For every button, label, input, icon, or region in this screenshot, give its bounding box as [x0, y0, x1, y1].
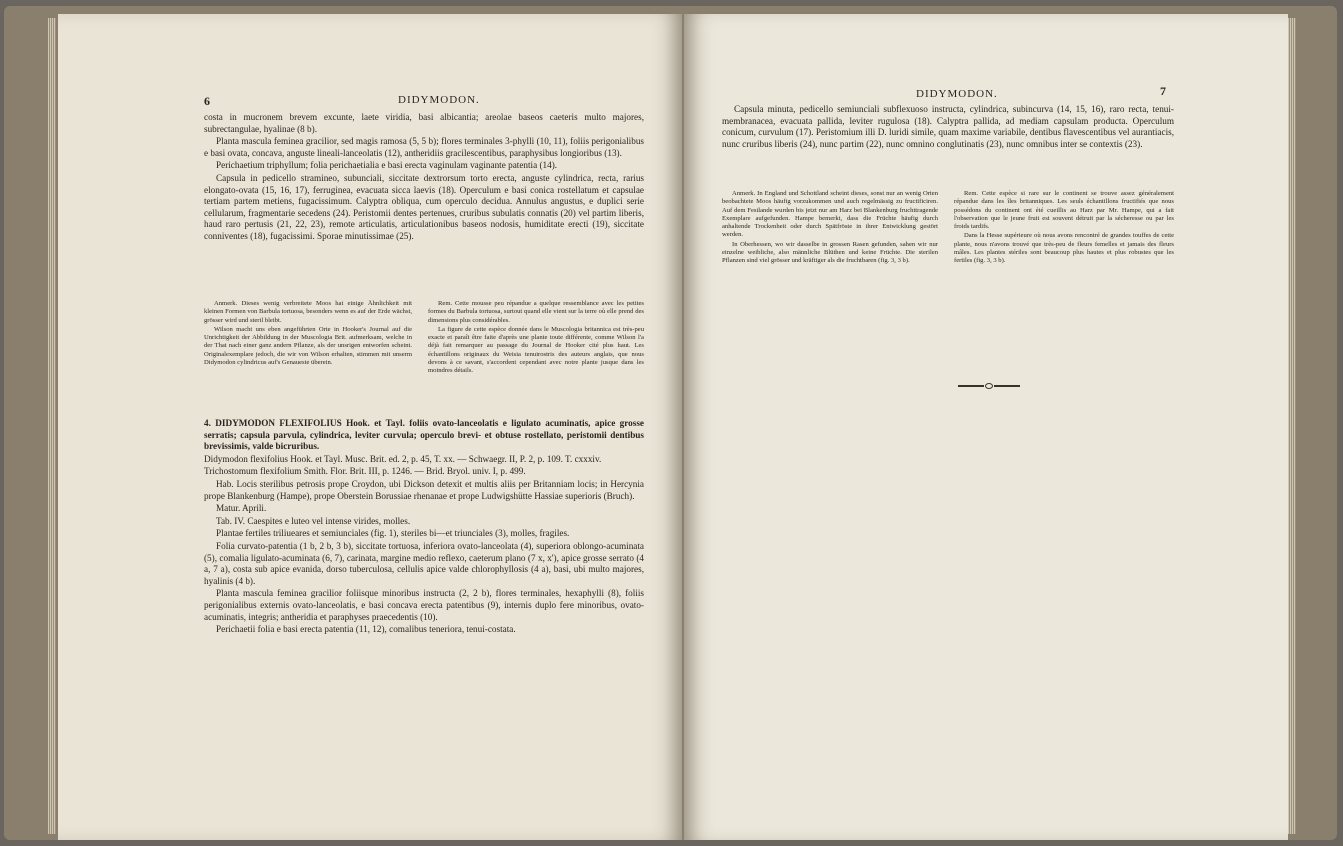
running-head: DIDYMODON.	[398, 94, 480, 106]
note-paragraph: Dans la Hesse supérieure où nous avons rencontré de grandes touffes de cette plante, nous n'avons trouvé que très-peu de fleurs femelles et jamais des fleurs mâles. Les plantes stériles sont beaucoup plus hautes et plus robustes que les fertiles (fig. 3, 3 b).	[954, 232, 1174, 265]
species-heading: 4. DIDYMODON FLEXIFOLIUS Hook. et Tayl. foliis ovato-lanceolatis e ligulato acuminatis, apice grosse serratis; capsula parvula, cylindrica, leviter curvula; operculo brevi- et obtuse rostellato, peristomii dentibus brevissimis, valde bicruribus.	[204, 418, 644, 452]
note-paragraph: In Oberhessen, wo wir dasselbe in grossen Rasen gefunden, sahen wir nur einzelne weibliche, also männliche Blüthen und keine Früchte. Die sterilen Pflanzen sind viel grösser und kräftiger als die fruchtbaren (fig. 3, 3 b).	[722, 240, 938, 265]
paragraph: Tab. IV. Caespites e luteo vel intense virides, molles.	[216, 515, 411, 526]
paragraph: Perichaetii folia e basi erecta patentia (11, 12), comalibus teneriora, tenui-costata.	[216, 624, 516, 635]
synonym: Trichostomum flexifolium Smith. Flor. Brit. III, p. 1246. — Brid. Bryol. univ. I, p. 499.	[204, 466, 526, 477]
note-paragraph: Anmerk. In England und Schottland scheint dieses, sonst nur an wenig Orten beobachtete Moos häufig vorzukommen und auch regelmässig zu fructificiren. Auf dem Festlande wurden bis jetzt nur am Harz bei Blankenburg fruchttragende Exemplare aufgefunden. Hampe bemerkt, dass die Früchte häufig durch anhaltende Trockenheit oder durch Spätfröste in ihrer Entwicklung gestört werden.	[722, 190, 938, 239]
page-stack-left	[48, 18, 56, 834]
page-number: 6	[204, 94, 210, 108]
note-paragraph: Anmerk. Dieses wenig verbreitete Moos hat einige Ähnlichkeit mit kleinen Formen von Barbula tortuosa, besonders wenn es auf der Erde wächst, grösser wird und steril bleibt.	[204, 300, 412, 324]
synonym: Didymodon flexifolius Hook. et Tayl. Musc. Brit. ed. 2, p. 45, T. xx. — Schwaegr. II, P. 2, p. 109. T. cxxxiv.	[204, 453, 602, 464]
paragraph: Plantae fertiles triliueares et semiunciales (fig. 1), steriles bi—et triunciales (3), molles, fragiles.	[216, 528, 570, 539]
page-stack-right	[1288, 18, 1296, 834]
main-text	[204, 112, 644, 244]
paragraph: Planta mascula feminea gracilior, sed magis ramosa (5, 5 b); flores terminales 3-phylli (10, 11), foliis perigonialibus e basi ovata, concava, anguste lineali-lanceolatis (12), antheridiis gracilescentibus, paraphysibus longioribus (13).	[204, 136, 644, 158]
note-french	[954, 190, 1174, 267]
species-section	[204, 418, 644, 637]
paragraph: Capsula minuta, pedicello semiunciali subflexuoso instructa, cylindrica, subincurva (14, 15, 16), raro recta, tenui-membranacea, evacuata pallida, leviter rugulosa (18). Calyptra pallida, ad mediam capsulam producta. Operculum conicum, curvulum (17). Peristomium illi D. luridi simile, quam maxime variabile, dentibus flavescentibus vel aurantiacis, nunc cruribus liberis (24), nunc partim (22), nunc omnino conglutinatis (23), nunc omnibus inter se contextis (23).	[722, 104, 1174, 149]
note-paragraph: Wilson macht uns eben angeführten Orte in Hooker's Journal auf die Unrichtigkeit der Abbildung in der Muscologia Brit. aufmerksam, welche in der That nach einer ganz andern Pflanze, als der unsrigen entworfen scheint. Originalexemplare jedoch, die wir von Wilson erhalten, stimmen mit unserm Didymodon cylindricus auf's Genaueste überein.	[204, 325, 412, 367]
ornamental-divider	[958, 383, 1020, 389]
paragraph: Perichaetium triphyllum; folia perichaetialia e basi erecta vaginulam vaginante patentia (14).	[216, 160, 558, 171]
running-head: DIDYMODON.	[916, 88, 998, 100]
paragraph: costa in mucronem brevem excunte, laete viridia, basi albicantia; areolae baseos caeteris multo majores, subrectangulae, hyalinae (8 b).	[204, 112, 644, 134]
right-page	[684, 14, 1288, 840]
paragraph: Folia curvato-patentia (1 b, 2 b, 3 b), siccitate tortuosa, inferiora ovato-lanceolata (4), superiora oblongo-acuminata (5), comalia ligulato-acuminata (6, 7), carinata, margine medio reflexo, caeterum plano (7 x, x'), apice grosse serrato (4 a, 7 a), costa sub apice evanida, dorso tuberculosa, cellulis apice valde chlorophyllosis (4 a), basi, ubi multo majores, hyalinis (4 b).	[204, 540, 644, 586]
note-paragraph: Rem. Cette espèce si rare sur le continent se trouve assez généralement répandue dans les îles britanniques. Les seuls échantillons fructifiés que nous possédons du continent ont été cueillis au Harz par Mr. Hampe, qui a fait l'observation que le jeune fruit est souvent détruit par la sécheresse ou par les froids tardifs.	[954, 190, 1174, 231]
paragraph: Hab. Locis sterilibus petrosis prope Croydon, ubi Dickson detexit et multis aliis per Britanniam locis; in Hercynia prope Blankenburg (Hampe), prope Oberstein Borussiae rhenanae et prope Ludwigshütte Hassiae superioris (Bruch).	[204, 478, 644, 501]
paragraph: Matur. Aprili.	[216, 503, 267, 514]
note-german	[204, 300, 412, 368]
paragraph: Capsula in pedicello stramineo, subunciali, siccitate dextrorsum torto erecta, anguste cylindrica, recta, rarius elongato-ovata (15, 16, 17), ferruginea, evacuata sicca laevis (18). Operculum e basi conica rostellatum et capsulae tertiam partem metiens, fugacissimum. Calyptra obliqua, cum operculo decidua. Annulus angustus, e duplici serie cellularum, fragmentarie secedens (24). Peristomii dentes pertenues, cruribus subulatis connatis (20) vel partim liberis, haud raro pertusis (21, 22, 23), remote articulatis, articulationibus baseos nodosis, humiditate erecti (19), siccitate conniventes (18), fugacissimi. Sporae minutissimae (25).	[204, 172, 644, 241]
main-text	[722, 104, 1174, 151]
paragraph: Planta mascula feminea gracilior foliisque minoribus instructa (2, 2 b), flores terminales, hexaphylli (8), foliis perigonialibus externis ovato-lanceolatis, e basi concava erecta patentibus (9), internis duplo fere minoribus, ovato-acuminatis, integris; antheridia et paraphyses praecedentis (10).	[204, 588, 644, 622]
page-number: 7	[1160, 84, 1166, 98]
note-paragraph: La figure de cette espèce donnée dans le Muscologia britannica est très-peu exacte et paraît être faite d'après une plante toute différente, comme Wilson l'a déjà fait remarquer au passage du Journal de Hooker cité plus haut. Les échantillons originaux du Weisia tenuirostris des auteurs anglais, que nous devons à ce savant, s'accordent cependant avec notre plante jusque dans les moindres détails.	[428, 325, 644, 375]
note-french	[428, 300, 644, 377]
note-german	[722, 190, 938, 267]
note-paragraph: Rem. Cette mousse peu répandue a quelque ressemblance avec les petites formes du Barbula tortuosa, surtout quand elle vient sur la terre où elle prend des dimensions plus considérables.	[428, 300, 644, 324]
left-page	[58, 14, 682, 840]
